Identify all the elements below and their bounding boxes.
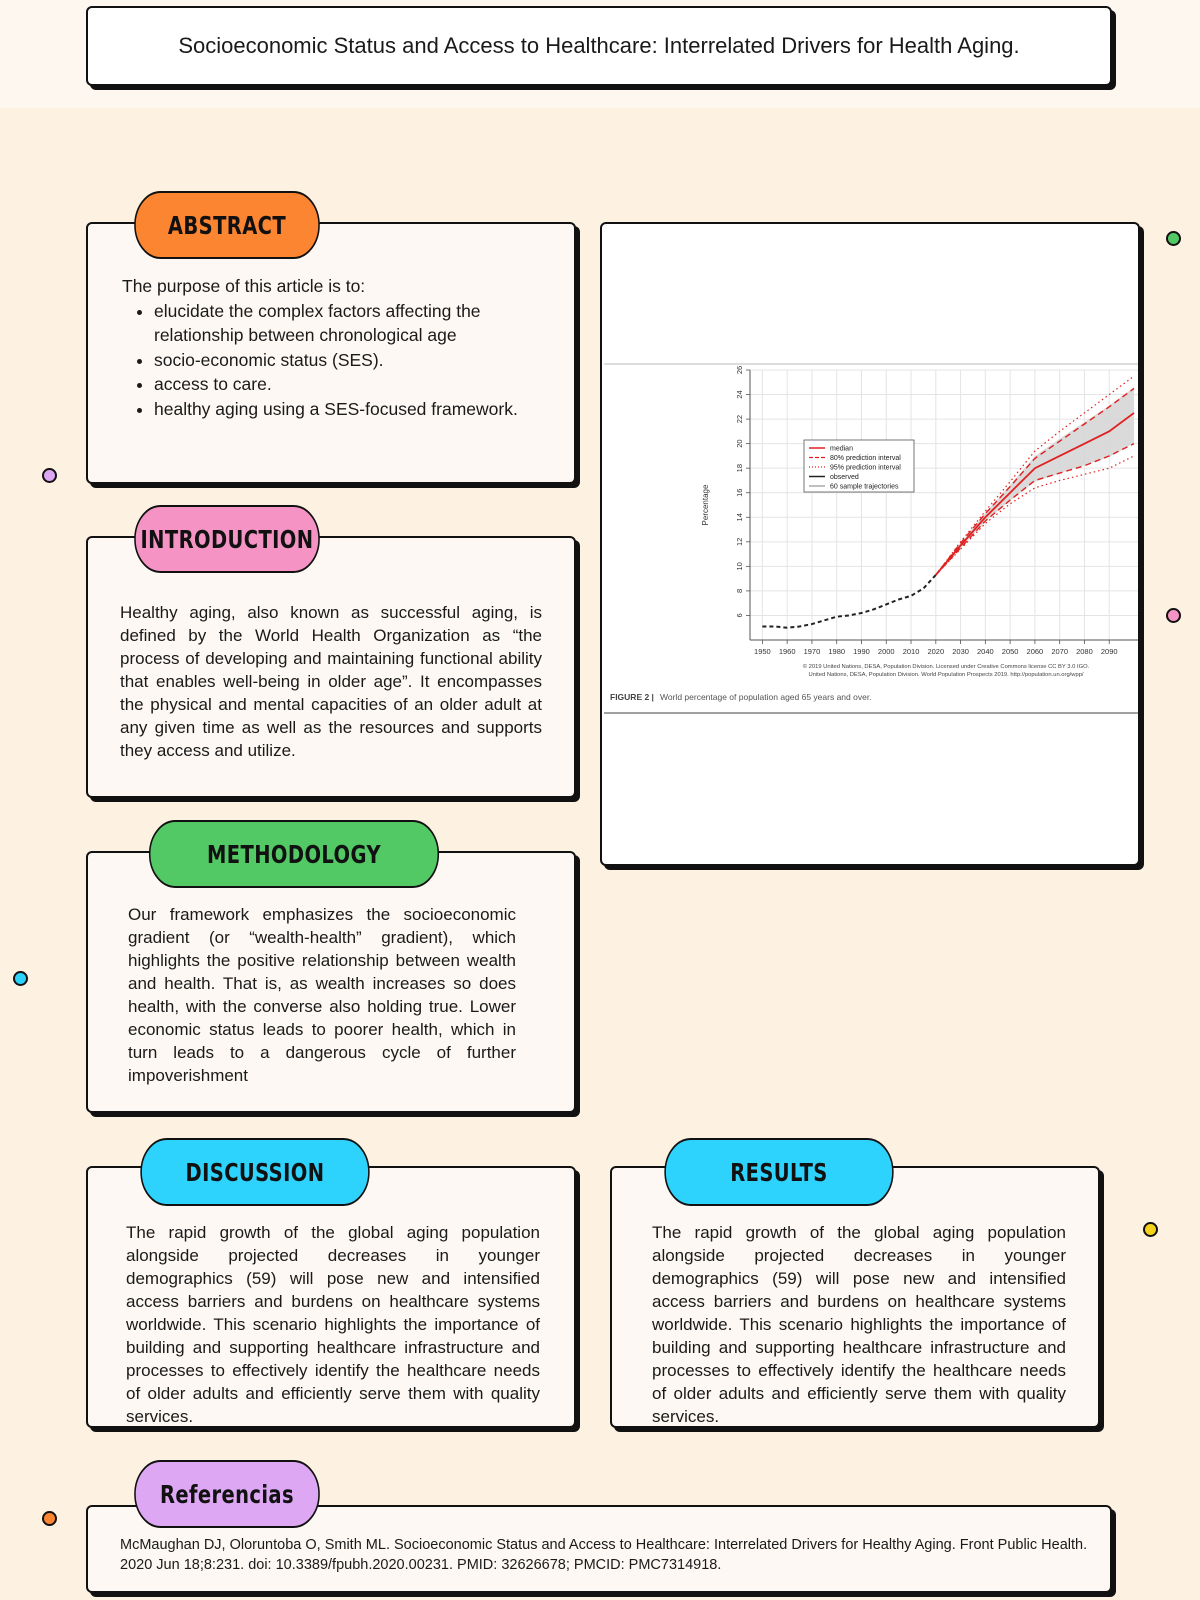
- x-tick-label: 2020: [927, 647, 945, 656]
- figure-caption-label: FIGURE 2 |: [610, 692, 654, 702]
- list-item: • elucidate the complex factors affecting the relationship between chronological age: [154, 299, 514, 348]
- list-item: • healthy aging using a SES-focused framework.: [154, 397, 562, 422]
- methodology-body: Our framework emphasizes the socioeconomic gradient (or “wealth-health” gradient), which highlights the positive relationship between wealth and health. That is, as wealth increases so does health, with the converse also holding true. Lower economic status leads to poorer health, which in turn leads to a dangerous cycle of further impoverishment: [128, 905, 516, 1085]
- x-tick-label: 2010: [902, 647, 920, 656]
- legend-label: observed: [830, 474, 859, 481]
- decor-dot-yellow: [1143, 1222, 1158, 1237]
- x-tick-label: 1980: [828, 647, 846, 656]
- abstract-list: [122, 299, 562, 422]
- results-heading: RESULTS: [664, 1138, 893, 1206]
- decor-dot-green: [1166, 231, 1181, 246]
- decor-dot-pink: [1166, 608, 1181, 623]
- figure-caption-text: World percentage of population aged 65 years and over.: [660, 692, 872, 702]
- x-tick-label: 2080: [1076, 647, 1093, 656]
- x-tick-label: 1990: [853, 647, 870, 656]
- figure-credit-line-1: © 2019 United Nations, DESA, Population Division. Licensed under Creative Commons license CC BY 3.0 IGO.: [802, 664, 1090, 670]
- y-tick-label: 24: [735, 390, 744, 399]
- references-heading: Referencias: [134, 1460, 320, 1528]
- x-tick-label: 2050: [1001, 647, 1019, 656]
- discussion-heading: DISCUSSION: [140, 1138, 369, 1206]
- y-tick-label: 16: [735, 488, 744, 497]
- y-tick-label: 12: [735, 537, 744, 546]
- figure-credit-line-2: United Nations, DESA, Population Division. World Population Prospects 2019. http://population.un.org/wpp/: [808, 672, 1084, 678]
- legend-label: 80% prediction interval: [830, 455, 901, 462]
- abstract-intro: The purpose of this article is to:: [122, 276, 366, 296]
- y-tick-label: 26: [735, 365, 744, 375]
- x-tick-label: 2090: [1100, 647, 1118, 656]
- y-tick-label: 18: [735, 464, 744, 473]
- x-tick-label: 2030: [952, 647, 969, 656]
- methodology-heading: METHODOLOGY: [149, 820, 439, 888]
- abstract-body: [122, 274, 562, 421]
- plot-area: [750, 370, 1138, 640]
- y-tick-label: 10: [735, 562, 744, 571]
- decor-dot-purple: [42, 468, 57, 483]
- legend-label: 95% prediction interval: [830, 464, 901, 472]
- y-tick-label: 14: [735, 513, 744, 522]
- x-tick-label: 2070: [1051, 647, 1069, 656]
- x-tick-label: 1970: [803, 647, 821, 656]
- population-chart: [604, 358, 1138, 738]
- references-body: McMaughan DJ, Oloruntoba O, Smith ML. Socioeconomic Status and Access to Healthcare: Interrelated Drivers for Healthy Aging. Front Public Health. 2020 Jun 18;8:231. doi: 10.3389/fpubh.2020.00231. PMID: 32626678; PMCID: PMC7314918.: [120, 1537, 1088, 1573]
- introduction-body: Healthy aging, also known as successful aging, is defined by the World Health Organization as “the process of developing and maintaining functional ability that enables well-being in older age”. It encompasses the physical and mental capacities of an older adult at any given time as well as the resources and supports they access and utilize.: [120, 603, 542, 760]
- y-axis-label: Percentage: [701, 484, 710, 526]
- list-item: • access to care.: [154, 372, 562, 397]
- x-tick-label: 1950: [754, 647, 771, 656]
- legend-label: 60 sample trajectories: [830, 483, 899, 491]
- x-tick-label: 2060: [1026, 647, 1044, 656]
- results-body: The rapid growth of the global aging population alongside projected decreases in younger demographics (59) will pose new and intensified access barriers and burdens on healthcare systems worldwide. This scenario highlights the importance of building and supporting healthcare infrastructure and processes to effectively identify the healthcare needs of older adults and efficiently serve them with quality services.: [652, 1223, 1066, 1426]
- introduction-heading: INTRODUCTION: [134, 505, 320, 573]
- y-tick-label: 20: [735, 439, 744, 448]
- page-title: Socioeconomic Status and Access to Healthcare: Interrelated Drivers for Health Aging.: [86, 6, 1112, 86]
- decor-dot-orange: [42, 1511, 57, 1526]
- list-item: • socio-economic status (SES).: [154, 348, 562, 373]
- abstract-heading: ABSTRACT: [134, 191, 320, 259]
- discussion-body: The rapid growth of the global aging population alongside projected decreases in younger demographics (59) will pose new and intensified access barriers and burdens on healthcare systems worldwide. This scenario highlights the importance of building and supporting healthcare infrastructure and processes to effectively identify the healthcare needs of older adults and efficiently serve them with quality services.: [126, 1223, 540, 1426]
- legend-label: median: [830, 445, 853, 453]
- y-tick-label: 22: [735, 414, 744, 424]
- x-tick-label: 2000: [877, 647, 895, 656]
- y-tick-label: 6: [735, 613, 744, 618]
- x-tick-label: 2040: [977, 647, 994, 656]
- x-tick-label: 1960: [778, 647, 796, 656]
- decor-dot-blue: [13, 971, 28, 986]
- y-tick-label: 8: [735, 588, 744, 593]
